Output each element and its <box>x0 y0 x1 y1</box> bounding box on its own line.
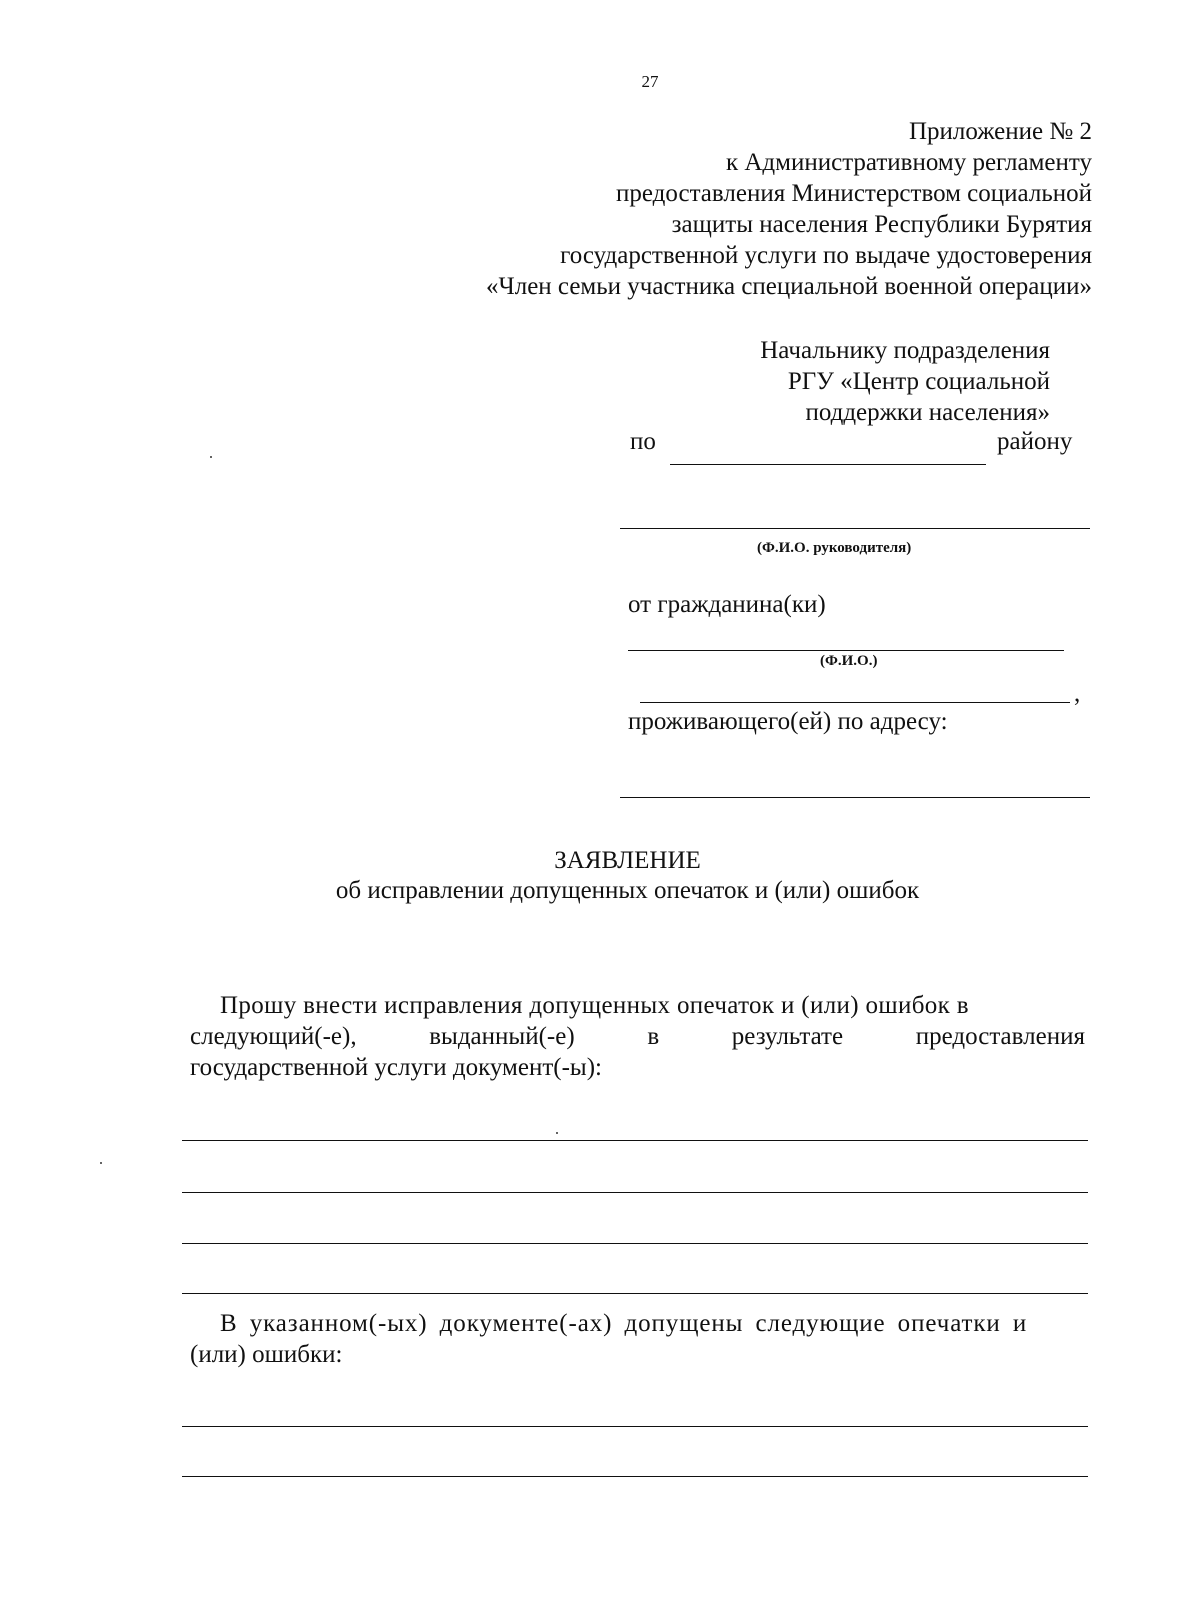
addressee-line: Начальнику подразделения <box>760 337 1050 364</box>
appendix-line: «Член семьи участника специальной военной операции» <box>485 273 1092 300</box>
request-line-1 <box>190 990 1085 1021</box>
title-sub: об исправлении допущенных опечаток и (или) ошибок <box>335 877 920 904</box>
residing-label: проживающего(ей) по адресу: <box>628 708 948 735</box>
request-paragraph <box>190 990 1085 1083</box>
citizen-extra-field-line[interactable] <box>640 702 1070 703</box>
page-number: 27 <box>641 72 659 91</box>
po-label: по <box>630 428 656 455</box>
appendix-line: предоставления Министерством социальной <box>615 180 1092 207</box>
appendix-line: Приложение № 2 <box>908 118 1092 145</box>
citizen-name-caption: (Ф.И.О.) <box>820 653 878 669</box>
errors-line-2: (или) ошибки: <box>190 1341 343 1368</box>
request-line-1-text: Прошу внести исправления допущенных опечаток и (или) ошибок в <box>220 992 969 1019</box>
rayon-label: району <box>997 428 1073 455</box>
request-word: выданный(-е) <box>429 1023 575 1050</box>
appendix-line: защиты населения Республики Бурятия <box>671 211 1092 238</box>
request-word: предоставления <box>915 1023 1085 1050</box>
scan-speck <box>100 1162 102 1164</box>
errors-line-1: В указанном(-ых) документе(-ах) допущены следующие опечатки и <box>220 1310 1028 1337</box>
document-field-line-2[interactable] <box>182 1192 1088 1193</box>
errors-paragraph <box>190 1308 1085 1370</box>
error-field-line-1[interactable] <box>182 1426 1088 1427</box>
addressee-line: поддержки населения» <box>805 399 1050 426</box>
scan-speck <box>210 456 212 458</box>
request-word: в <box>647 1023 660 1050</box>
from-citizen-label: от гражданина(ки) <box>628 591 826 618</box>
appendix-line: государственной услуги по выдаче удостоверения <box>560 242 1092 269</box>
scan-speck <box>556 1132 558 1134</box>
head-name-caption: (Ф.И.О. руководителя) <box>757 540 912 556</box>
district-field-line[interactable] <box>670 464 986 465</box>
head-name-field-line[interactable] <box>620 528 1090 529</box>
document-field-line-4[interactable] <box>182 1293 1088 1294</box>
document-field-line-3[interactable] <box>182 1243 1088 1244</box>
address-field-line[interactable] <box>620 797 1090 798</box>
request-word: результате <box>731 1023 844 1050</box>
request-word: следующий(-е), <box>190 1023 357 1050</box>
error-field-line-2[interactable] <box>182 1476 1088 1477</box>
appendix-header <box>486 116 1092 302</box>
request-line-3: государственной услуги документ(-ы): <box>190 1054 602 1081</box>
title-main: ЗАЯВЛЕНИЕ <box>554 847 701 874</box>
document-field-line-1[interactable] <box>182 1140 1088 1141</box>
document-title <box>0 846 1200 906</box>
request-line-2 <box>190 1021 1085 1052</box>
addressee-line: РГУ «Центр социальной <box>787 368 1050 395</box>
addressee-block <box>760 335 1050 428</box>
appendix-line: к Административному регламенту <box>725 149 1092 176</box>
comma: , <box>1074 680 1081 707</box>
citizen-name-field-line[interactable] <box>628 650 1064 651</box>
